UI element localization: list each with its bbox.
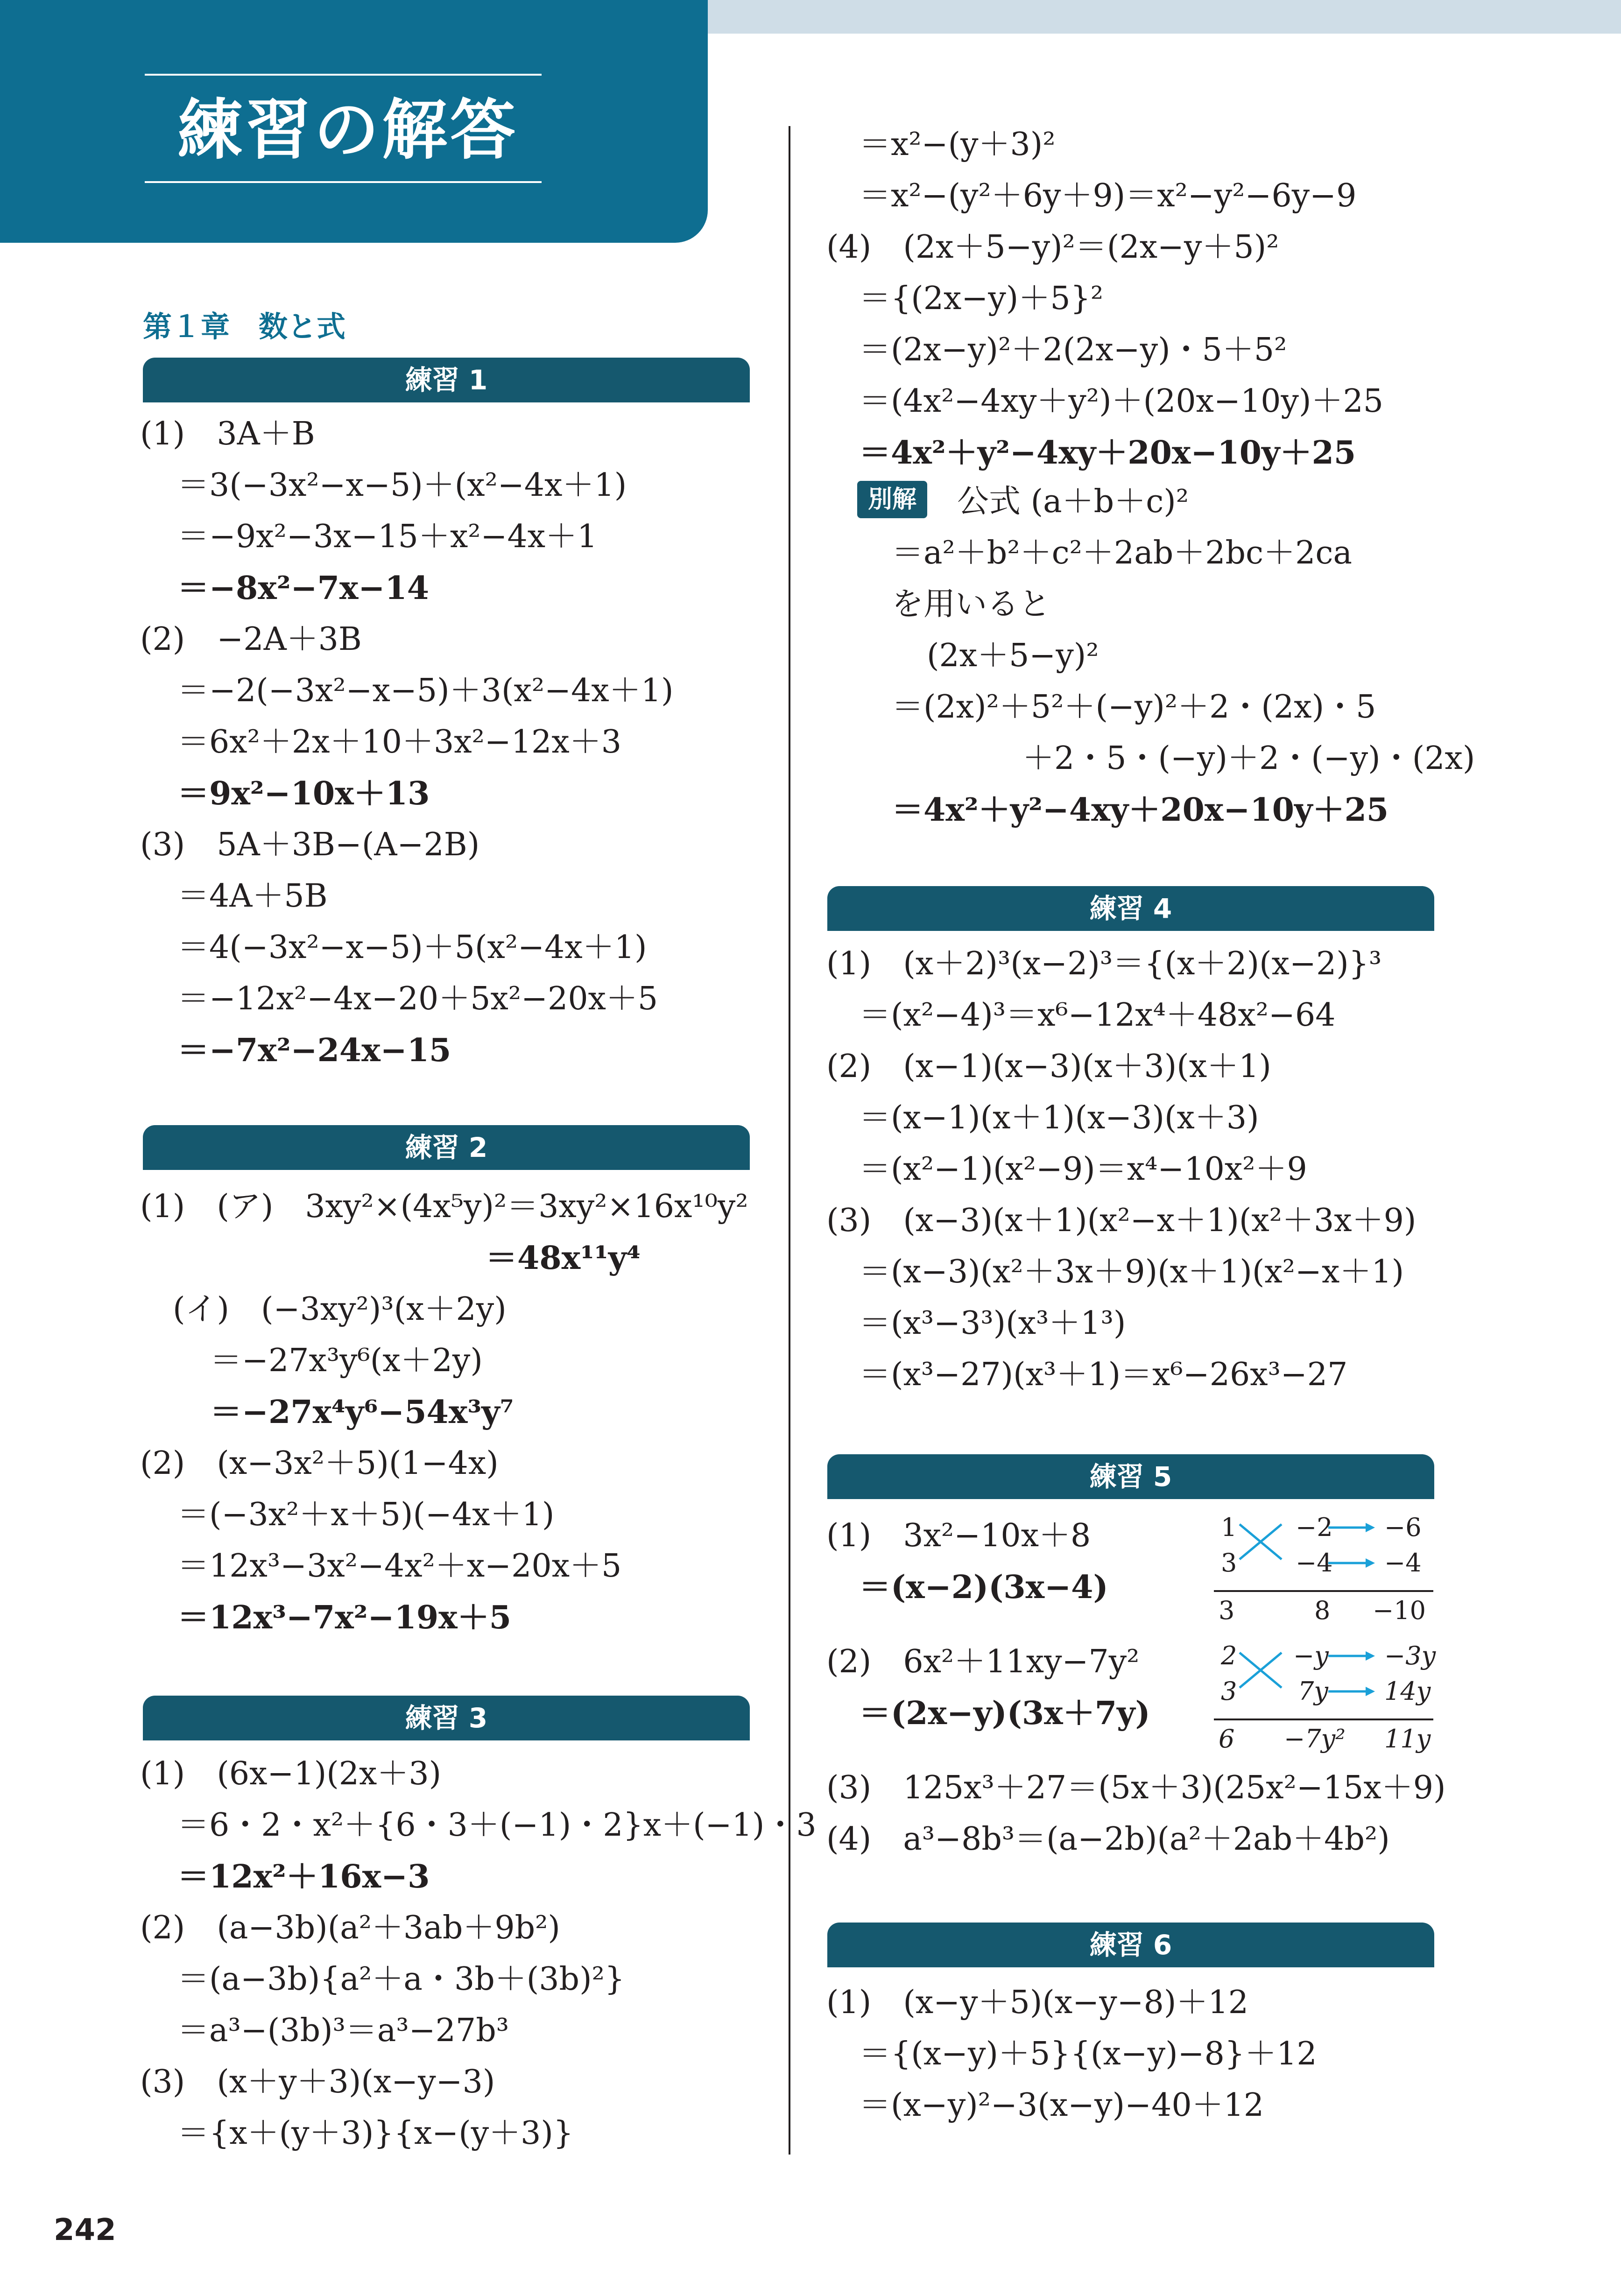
product: −6 [1384,1513,1422,1542]
answer-line: ＋2・5・(−y)＋2・(−y)・(2x) [1022,740,1475,777]
answer-line: ＝{(2x−y)＋5}² [859,280,1104,317]
final-answer: ＝4x²＋y²−4xy＋20x−10y＋25 [859,434,1356,472]
answer-line: ＝x²−(y²＋6y＋9)＝x²−y²−6y−9 [859,177,1357,214]
answer-line: ＝−2(−3x²−x−5)＋3(x²−4x＋1) [177,672,674,709]
final-answer: ＝−27x⁴y⁶−54x³y⁷ [210,1394,514,1431]
answer-line: (1) (x−y＋5)(x−y−8)＋12 [826,1984,1248,2021]
final-answer: ＝(2x−y)(3x＋7y) [859,1695,1150,1732]
total: 8 [1314,1596,1331,1625]
answer-line: (2) (x−1)(x−3)(x＋3)(x＋1) [826,1048,1271,1085]
answer-line: (1) (x＋2)³(x−2)³＝{(x＋2)(x−2)}³ [826,945,1382,982]
answer-line: (1) (ア) 3xy²×(4x⁵y)²＝3xy²×16x¹⁰y² [140,1188,748,1225]
coef: −4 [1296,1548,1333,1578]
answer-line: (4) a³−8b³＝(a−2b)(a²＋2ab＋4b²) [826,1821,1390,1858]
coef: −y [1293,1641,1329,1670]
total: −7y² [1284,1724,1346,1754]
product: −3y [1384,1641,1436,1670]
answer-line: ＝(x³−3³)(x³＋1³) [859,1305,1126,1342]
final-answer: ＝48x¹¹y⁴ [486,1240,641,1277]
answer-line: ＝(x−1)(x＋1)(x−3)(x＋3) [859,1099,1259,1136]
final-answer: ＝12x²＋16x−3 [177,1858,430,1895]
answer-line: ＝a³−(3b)³＝a³−27b³ [177,2012,509,2049]
product: 14y [1384,1676,1431,1706]
page-title: 練習の解答 [177,92,519,169]
final-answer: ＝−8x²−7x−14 [177,570,430,607]
total: −10 [1373,1596,1426,1625]
total: 3 [1219,1596,1235,1625]
answer-line: ＝4A＋5B [177,878,328,915]
answer-line: (1) 3A＋B [140,416,315,452]
answer-line: ＝(x³−27)(x³＋1)＝x⁶−26x³−27 [859,1356,1348,1393]
answer-line: (2) (x−3x²＋5)(1−4x) [140,1445,499,1482]
section-header-renshu-3: 練習 3 [143,1696,750,1740]
answer-line: ＝3(−3x²−x−5)＋(x²−4x＋1) [177,467,627,504]
answer-line: 公式 (a＋b＋c)² [957,483,1189,520]
answer-line: ＝12x³−3x²−4x²＋x−20x＋5 [177,1548,622,1585]
answer-line: ＝(a−3b){a²＋a・3b＋(3b)²} [177,1961,625,1998]
title-block [0,0,708,243]
section-header-renshu-2: 練習 2 [143,1125,750,1170]
coef: 3 [1221,1548,1237,1578]
answer-line: ＝6・2・x²＋{6・3＋(−1)・2}x＋(−1)・3 [177,1807,817,1844]
answer-line: ＝(x−y)²−3(x−y)−40＋12 [859,2087,1264,2124]
answer-line: ＝−27x³y⁶(x＋2y) [210,1342,483,1379]
answer-line: (3) 125x³＋27＝(5x＋3)(25x²−15x＋9) [826,1769,1446,1806]
answer-line: ＝(2x−y)²＋2(2x−y)・5＋5² [859,331,1287,368]
section-header-renshu-6: 練習 6 [827,1923,1434,1967]
answer-line: ＝(−3x²＋x＋5)(−4x＋1) [177,1496,555,1533]
answer-line: ＝6x²＋2x＋10＋3x²−12x＋3 [177,724,622,761]
answer-line: ＝(x²−4)³＝x⁶−12x⁴＋48x²−64 [859,997,1336,1034]
answer-line: (2x＋5−y)² [927,637,1099,674]
final-answer: ＝12x³−7x²−19x＋5 [177,1599,512,1636]
answer-line: ＝−9x²−3x−15＋x²−4x＋1 [177,518,598,555]
total: 6 [1219,1724,1235,1754]
answer-line: ＝−12x²−4x−20＋5x²−20x＋5 [177,980,658,1017]
final-answer: ＝(x−2)(3x−4) [859,1569,1108,1606]
page-number: 242 [54,2213,116,2247]
coef: −2 [1296,1513,1333,1542]
coef: 1 [1221,1513,1237,1542]
title-rule-bottom [145,181,542,183]
answer-line: (3) (x＋y＋3)(x−y−3) [140,2064,495,2100]
coef: 3 [1221,1676,1237,1706]
final-answer: ＝−7x²−24x−15 [177,1032,451,1069]
chapter-heading: 第１章 数と式 [143,310,346,344]
answer-line: ＝(4x²−4xy＋y²)＋(20x−10y)＋25 [859,383,1383,420]
answer-line: (4) (2x＋5−y)²＝(2x−y＋5)² [826,229,1279,266]
coef: 7y [1298,1676,1328,1706]
arrow-icon [1366,1687,1375,1696]
top-accent-strip [708,0,1621,34]
answer-line: (1) 3x²−10x＋8 [826,1517,1091,1554]
answer-line: (2) −2A＋3B [140,621,362,658]
answer-line: (1) (6x−1)(2x＋3) [140,1755,442,1792]
answer-line: ＝(x−3)(x²＋3x＋9)(x＋1)(x²−x＋1) [859,1254,1404,1290]
coef: 2 [1221,1641,1237,1670]
cross-multiplication-diagram-1 [1195,1508,1438,1639]
answer-line: (3) 5A＋3B−(A−2B) [140,826,480,863]
final-answer: ＝4x²＋y²−4xy＋20x−10y＋25 [892,791,1389,829]
answer-line: ＝a²＋b²＋c²＋2ab＋2bc＋2ca [892,535,1353,571]
answer-line: ＝x²−(y＋3)² [859,126,1056,163]
arrow-icon [1366,1651,1375,1661]
answer-line: (3) (x−3)(x＋1)(x²−x＋1)(x²＋3x＋9) [826,1202,1417,1239]
answer-line: ＝4(−3x²−x−5)＋5(x²−4x＋1) [177,929,647,966]
answer-line: ＝(2x)²＋5²＋(−y)²＋2・(2x)・5 [892,689,1376,725]
section-header-renshu-4: 練習 4 [827,886,1434,931]
alternative-solution-badge: 別解 [857,481,927,518]
section-header-renshu-1: 練習 1 [143,358,750,402]
total: 11y [1384,1724,1431,1754]
answer-line: (2) 6x²＋11xy−7y² [826,1643,1140,1680]
answer-line: を用いると [892,586,1051,623]
final-answer: ＝9x²−10x＋13 [177,775,430,812]
answer-line: ＝(x²−1)(x²−9)＝x⁴−10x²＋9 [859,1151,1307,1188]
arrow-icon [1366,1558,1375,1568]
cross-multiplication-diagram-2 [1186,1636,1438,1767]
answer-line: (2) (a−3b)(a²＋3ab＋9b²) [140,1909,560,1946]
product: −4 [1384,1548,1422,1578]
answer-line: ＝{x＋(y＋3)}{x−(y＋3)} [177,2115,574,2152]
title-rule-top [145,74,542,76]
answer-line: (イ) (−3xy²)³(x＋2y) [173,1291,507,1328]
arrow-icon [1366,1523,1375,1532]
answer-line: ＝{(x−y)＋5}{(x−y)−8}＋12 [859,2035,1317,2072]
section-header-renshu-5: 練習 5 [827,1454,1434,1499]
